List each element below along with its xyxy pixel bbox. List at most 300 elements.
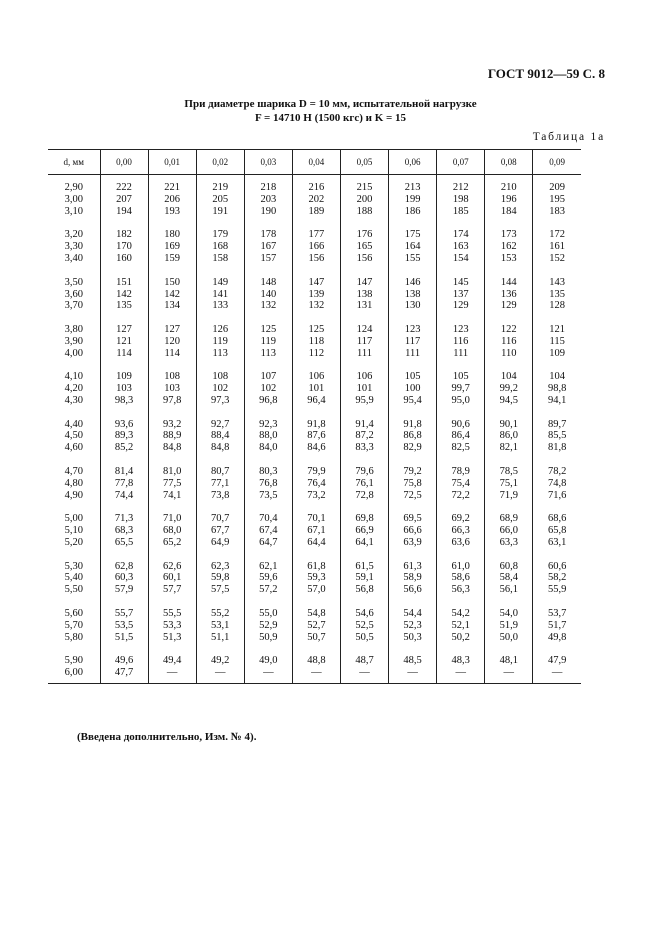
hardness-cell: 111	[437, 348, 485, 360]
hardness-cell: 88,9	[148, 430, 196, 442]
spacer-cell	[292, 360, 340, 372]
spacer-cell	[389, 644, 437, 656]
spacer-cell	[533, 454, 581, 466]
hardness-cell: 130	[389, 300, 437, 312]
spacer-cell	[244, 596, 292, 608]
spacer-cell	[196, 407, 244, 419]
hardness-cell: 218	[244, 182, 292, 194]
table-row	[48, 336, 581, 348]
group-spacer-row	[48, 312, 581, 324]
hardness-cell: 66,6	[389, 525, 437, 537]
spacer-cell	[244, 454, 292, 466]
hardness-cell: 149	[196, 277, 244, 289]
spacer-cell	[485, 265, 533, 277]
table-row	[48, 442, 581, 454]
hardness-cell: 67,4	[244, 525, 292, 537]
hardness-cell: 71,3	[100, 513, 148, 525]
column-header-offset: 0,02	[196, 150, 244, 175]
spacer-cell	[340, 312, 388, 324]
hardness-cell: 83,3	[340, 442, 388, 454]
hardness-cell: 55,7	[100, 608, 148, 620]
diameter-cell: 4,90	[64, 489, 83, 501]
spacer-cell	[533, 407, 581, 419]
hardness-cell: 144	[485, 277, 533, 289]
hardness-cell: 129	[485, 300, 533, 312]
hardness-cell: 125	[292, 324, 340, 336]
spacer-cell	[340, 679, 388, 684]
hardness-cell: 156	[340, 253, 388, 265]
spacer-cell	[533, 549, 581, 561]
hardness-cell: 213	[389, 182, 437, 194]
hardness-cell: 81,8	[533, 442, 581, 454]
spacer-cell	[389, 407, 437, 419]
spacer-cell	[437, 265, 485, 277]
diameter-cell: 5,20	[64, 537, 83, 548]
hardness-cell: 172	[533, 229, 581, 241]
hardness-cell: 61,3	[389, 561, 437, 573]
hardness-cell: 205	[196, 194, 244, 206]
spacer-cell	[292, 407, 340, 419]
hardness-cell: 116	[485, 336, 533, 348]
hardness-cell: —	[389, 667, 437, 679]
hardness-cell: 108	[196, 371, 244, 383]
hardness-cell: 74,4	[100, 490, 148, 502]
hardness-cell: 163	[437, 241, 485, 253]
hardness-cell: 122	[485, 324, 533, 336]
hardness-cell: 170	[100, 241, 148, 253]
spacer-cell	[196, 502, 244, 514]
hardness-cell: 58,4	[485, 572, 533, 584]
hardness-cell: 82,9	[389, 442, 437, 454]
diameter-cell: 4,30	[64, 395, 83, 407]
spacer-cell	[244, 265, 292, 277]
group-spacer-row	[48, 454, 581, 466]
spacer-cell	[340, 454, 388, 466]
spacer-cell	[48, 407, 100, 419]
hardness-cell: 101	[340, 383, 388, 395]
hardness-cell: 71,9	[485, 490, 533, 502]
hardness-cell: 52,7	[292, 620, 340, 632]
hardness-cell: 58,6	[437, 572, 485, 584]
spacer-cell	[389, 549, 437, 561]
hardness-cell: 176	[340, 229, 388, 241]
spacer-cell	[196, 175, 244, 183]
diameter-cell: 5,70	[64, 619, 83, 631]
hardness-cell: 57,9	[100, 584, 148, 596]
group-spacer-row	[48, 502, 581, 514]
hardness-cell: 64,4	[292, 537, 340, 549]
hardness-cell: 63,9	[389, 537, 437, 549]
hardness-cell: 129	[437, 300, 485, 312]
spacer-cell	[148, 407, 196, 419]
spacer-cell	[148, 679, 196, 684]
hardness-cell: 61,5	[340, 561, 388, 573]
spacer-cell	[437, 454, 485, 466]
spacer-cell	[48, 360, 100, 372]
spacer-cell	[100, 644, 148, 656]
spacer-cell	[100, 454, 148, 466]
spacer-cell	[437, 502, 485, 514]
hardness-cell: 90,6	[437, 419, 485, 431]
spacer-cell	[533, 312, 581, 324]
hardness-cell: 120	[148, 336, 196, 348]
hardness-cell: 164	[389, 241, 437, 253]
group-spacer-row	[48, 549, 581, 561]
hardness-cell: 50,5	[340, 632, 388, 644]
hardness-cell: 58,2	[533, 572, 581, 584]
spacer-cell	[533, 644, 581, 656]
hardness-cell: 54,8	[292, 608, 340, 620]
table-row	[48, 667, 581, 679]
spacer-cell	[292, 596, 340, 608]
hardness-cell: 59,6	[244, 572, 292, 584]
hardness-cell: 196	[485, 194, 533, 206]
column-header-offset: 0,05	[340, 150, 388, 175]
spacer-cell	[340, 265, 388, 277]
hardness-cell: 109	[100, 371, 148, 383]
hardness-cell: 53,7	[533, 608, 581, 620]
group-spacer-row	[48, 218, 581, 230]
hardness-cell: 62,3	[196, 561, 244, 573]
spacer-cell	[244, 360, 292, 372]
diameter-cell: 4,80	[64, 477, 83, 489]
hardness-cell: 78,5	[485, 466, 533, 478]
hardness-cell: 49,0	[244, 655, 292, 667]
spacer-cell	[148, 549, 196, 561]
spacer-cell	[437, 679, 485, 684]
spacer-cell	[340, 549, 388, 561]
hardness-cell: 51,9	[485, 620, 533, 632]
spacer-cell	[100, 218, 148, 230]
hardness-cell: 110	[485, 348, 533, 360]
diameter-cell: 5,90	[64, 655, 83, 667]
hardness-cell: 95,4	[389, 395, 437, 407]
spacer-cell	[533, 679, 581, 684]
hardness-cell: 175	[389, 229, 437, 241]
hardness-cell: 136	[485, 289, 533, 301]
spacer-cell	[292, 644, 340, 656]
hardness-cell: 58,9	[389, 572, 437, 584]
table-row	[48, 584, 581, 596]
hardness-cell: 85,5	[533, 430, 581, 442]
diameter-cell: 4,00	[64, 347, 83, 359]
hardness-cell: 182	[100, 229, 148, 241]
hardness-cell: 117	[389, 336, 437, 348]
spacer-cell	[437, 549, 485, 561]
hardness-cell: 162	[485, 241, 533, 253]
hardness-cell: 57,0	[292, 584, 340, 596]
hardness-cell: 52,5	[340, 620, 388, 632]
column-header-offset: 0,08	[485, 150, 533, 175]
hardness-cell: 123	[437, 324, 485, 336]
spacer-cell	[48, 549, 100, 561]
hardness-cell: 68,0	[148, 525, 196, 537]
hardness-cell: 50,2	[437, 632, 485, 644]
hardness-cell: 87,2	[340, 430, 388, 442]
spacer-cell	[340, 360, 388, 372]
hardness-cell: 86,8	[389, 430, 437, 442]
hardness-cell: 78,2	[533, 466, 581, 478]
spacer-cell	[437, 175, 485, 183]
hardness-cell: 75,4	[437, 478, 485, 490]
hardness-cell: 118	[292, 336, 340, 348]
spacer-cell	[244, 407, 292, 419]
hardness-cell: 64,9	[196, 537, 244, 549]
hardness-cell: 48,7	[340, 655, 388, 667]
hardness-cell: 50,0	[485, 632, 533, 644]
hardness-cell: 221	[148, 182, 196, 194]
hardness-cell: 210	[485, 182, 533, 194]
hardness-cell: 148	[244, 277, 292, 289]
table-row	[48, 490, 581, 502]
hardness-cell: 62,8	[100, 561, 148, 573]
hardness-cell: 65,2	[148, 537, 196, 549]
hardness-cell: 127	[148, 324, 196, 336]
hardness-cell: 166	[292, 241, 340, 253]
table-row	[48, 194, 581, 206]
hardness-cell: 50,9	[244, 632, 292, 644]
spacer-row	[48, 175, 581, 183]
spacer-cell	[533, 596, 581, 608]
hardness-cell: 147	[292, 277, 340, 289]
table-row	[48, 572, 581, 584]
spacer-cell	[196, 265, 244, 277]
hardness-cell: 138	[389, 289, 437, 301]
hardness-cell: 93,2	[148, 419, 196, 431]
hardness-cell: 91,8	[389, 419, 437, 431]
diameter-cell: 5,30	[64, 560, 83, 572]
hardness-cell: 98,8	[533, 383, 581, 395]
hardness-cell: 167	[244, 241, 292, 253]
hardness-cell: 104	[485, 371, 533, 383]
hardness-cell: 91,4	[340, 419, 388, 431]
spacer-cell	[292, 218, 340, 230]
hardness-cell: 60,1	[148, 572, 196, 584]
hardness-cell: —	[437, 667, 485, 679]
spacer-cell	[389, 218, 437, 230]
hardness-cell: 139	[292, 289, 340, 301]
hardness-cell: 114	[148, 348, 196, 360]
hardness-cell: 60,3	[100, 572, 148, 584]
spacer-cell	[437, 218, 485, 230]
diameter-cell: 5,80	[64, 631, 83, 643]
column-header-diameter: d, мм	[48, 150, 100, 175]
hardness-cell: 115	[533, 336, 581, 348]
hardness-cell: 56,6	[389, 584, 437, 596]
diameter-cell: 5,00	[64, 513, 83, 525]
hardness-cell: 62,6	[148, 561, 196, 573]
spacer-cell	[48, 502, 100, 514]
spacer-cell	[48, 454, 100, 466]
hardness-cell: 64,1	[340, 537, 388, 549]
spacer-cell	[100, 265, 148, 277]
spacer-cell	[148, 454, 196, 466]
hardness-cell: 135	[533, 289, 581, 301]
group-spacer-row	[48, 360, 581, 372]
hardness-cell: 222	[100, 182, 148, 194]
hardness-cell: 84,8	[148, 442, 196, 454]
spacer-cell	[389, 502, 437, 514]
spacer-cell	[389, 454, 437, 466]
hardness-cell: 97,3	[196, 395, 244, 407]
hardness-cell: 53,3	[148, 620, 196, 632]
hardness-cell: 76,4	[292, 478, 340, 490]
spacer-cell	[340, 644, 388, 656]
hardness-cell: 103	[148, 383, 196, 395]
hardness-cell: 216	[292, 182, 340, 194]
hardness-cell: 70,7	[196, 513, 244, 525]
hardness-cell: 49,8	[533, 632, 581, 644]
diameter-cell: 3,50	[64, 276, 83, 288]
hardness-cell: 69,5	[389, 513, 437, 525]
hardness-cell: 159	[148, 253, 196, 265]
hardness-cell: 178	[244, 229, 292, 241]
hardness-cell: 48,3	[437, 655, 485, 667]
hardness-cell: 169	[148, 241, 196, 253]
hardness-cell: 54,0	[485, 608, 533, 620]
column-header-offset: 0,03	[244, 150, 292, 175]
spacer-cell	[533, 360, 581, 372]
diameter-cell: 3,80	[64, 323, 83, 335]
hardness-cell: 59,8	[196, 572, 244, 584]
hardness-cell: 138	[340, 289, 388, 301]
spacer-cell	[196, 549, 244, 561]
hardness-cell: 92,7	[196, 419, 244, 431]
hardness-cell: 147	[340, 277, 388, 289]
hardness-cell: 104	[533, 371, 581, 383]
spacer-cell	[48, 265, 100, 277]
spacer-cell	[244, 644, 292, 656]
hardness-cell: 63,1	[533, 537, 581, 549]
spacer-cell	[485, 454, 533, 466]
hardness-cell: —	[196, 667, 244, 679]
hardness-cell: 81,4	[100, 466, 148, 478]
hardness-cell: 185	[437, 206, 485, 218]
hardness-cell: 78,9	[437, 466, 485, 478]
hardness-cell: 73,2	[292, 490, 340, 502]
hardness-cell: 56,8	[340, 584, 388, 596]
hardness-cell: 54,4	[389, 608, 437, 620]
hardness-cell: 59,1	[340, 572, 388, 584]
hardness-cell: 55,9	[533, 584, 581, 596]
table-row	[48, 632, 581, 644]
hardness-cell: 142	[100, 289, 148, 301]
hardness-cell: 47,9	[533, 655, 581, 667]
hardness-cell: 79,9	[292, 466, 340, 478]
hardness-cell: 121	[533, 324, 581, 336]
hardness-cell: 85,2	[100, 442, 148, 454]
hardness-cell: 151	[100, 277, 148, 289]
hardness-cell: 74,8	[533, 478, 581, 490]
spacer-cell	[292, 679, 340, 684]
hardness-cell: 64,7	[244, 537, 292, 549]
spacer-cell	[292, 502, 340, 514]
hardness-cell: 75,1	[485, 478, 533, 490]
hardness-cell: 186	[389, 206, 437, 218]
spacer-cell	[48, 175, 100, 183]
diameter-cell: 3,90	[64, 335, 83, 347]
group-spacer-row	[48, 265, 581, 277]
hardness-cell: 180	[148, 229, 196, 241]
hardness-cell: 55,0	[244, 608, 292, 620]
group-spacer-row	[48, 596, 581, 608]
hardness-cell: 89,3	[100, 430, 148, 442]
hardness-cell: 89,7	[533, 419, 581, 431]
hardness-cell: 54,2	[437, 608, 485, 620]
hardness-cell: 80,3	[244, 466, 292, 478]
bottom-spacer-row	[48, 679, 581, 684]
hardness-cell: 102	[244, 383, 292, 395]
group-spacer-row	[48, 407, 581, 419]
spacer-cell	[485, 360, 533, 372]
table-row	[48, 466, 581, 478]
spacer-cell	[485, 312, 533, 324]
hardness-cell: 133	[196, 300, 244, 312]
spacer-cell	[292, 265, 340, 277]
hardness-cell: —	[340, 667, 388, 679]
table-row	[48, 608, 581, 620]
table-row	[48, 206, 581, 218]
hardness-cell: 131	[340, 300, 388, 312]
spacer-cell	[389, 360, 437, 372]
hardness-cell: 54,6	[340, 608, 388, 620]
table-row	[48, 253, 581, 265]
spacer-cell	[48, 644, 100, 656]
hardness-cell: —	[485, 667, 533, 679]
hardness-cell: 112	[292, 348, 340, 360]
hardness-cell: 179	[196, 229, 244, 241]
hardness-cell: 51,7	[533, 620, 581, 632]
hardness-cell: 82,5	[437, 442, 485, 454]
spacer-cell	[100, 407, 148, 419]
hardness-cell: 99,2	[485, 383, 533, 395]
hardness-cell: 90,1	[485, 419, 533, 431]
hardness-cell: 158	[196, 253, 244, 265]
spacer-cell	[485, 502, 533, 514]
hardness-cell: 49,6	[100, 655, 148, 667]
hardness-cell: 127	[100, 324, 148, 336]
hardness-cell: 121	[100, 336, 148, 348]
hardness-cell: 94,5	[485, 395, 533, 407]
table-row	[48, 430, 581, 442]
hardness-cell: 48,1	[485, 655, 533, 667]
diameter-cell: 6,00	[64, 667, 83, 679]
column-header-offset: 0,06	[389, 150, 437, 175]
hardness-cell: 76,8	[244, 478, 292, 490]
hardness-cell: 199	[389, 194, 437, 206]
hardness-cell: 69,8	[340, 513, 388, 525]
hardness-cell: 95,0	[437, 395, 485, 407]
diameter-cell: 4,10	[64, 371, 83, 383]
column-header-offset: 0,04	[292, 150, 340, 175]
spacer-cell	[148, 265, 196, 277]
table-row	[48, 383, 581, 395]
column-header-offset: 0,07	[437, 150, 485, 175]
hardness-cell: 77,8	[100, 478, 148, 490]
spacer-cell	[196, 644, 244, 656]
hardness-cell: 119	[244, 336, 292, 348]
group-spacer-row	[48, 644, 581, 656]
hardness-cell: 79,2	[389, 466, 437, 478]
hardness-cell: 86,0	[485, 430, 533, 442]
hardness-cell: 57,5	[196, 584, 244, 596]
hardness-cell: 143	[533, 277, 581, 289]
spacer-cell	[196, 454, 244, 466]
hardness-cell: 55,2	[196, 608, 244, 620]
spacer-cell	[196, 218, 244, 230]
diameter-cell: 5,10	[64, 525, 83, 537]
diameter-cell: 5,40	[64, 572, 83, 584]
